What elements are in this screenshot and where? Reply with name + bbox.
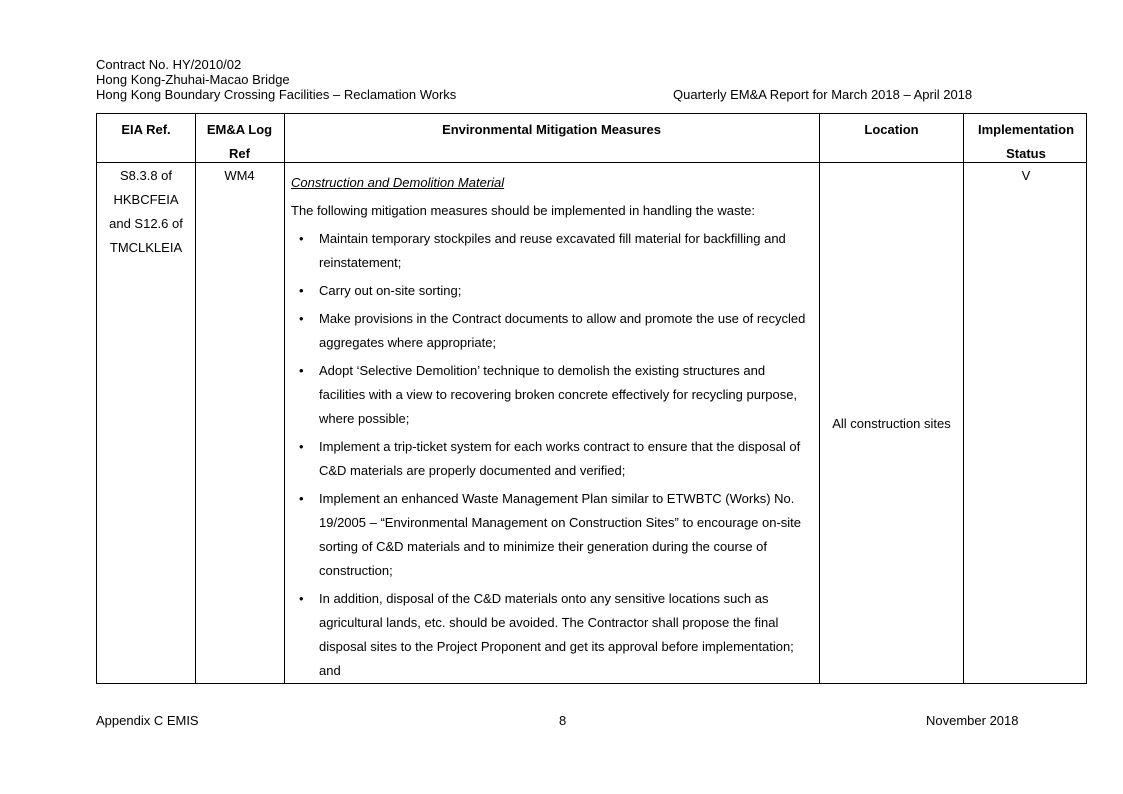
document-header <box>96 57 456 102</box>
implementation-status-cell: V <box>1021 168 1031 183</box>
eia-ref-line: and S12.6 of <box>109 216 183 231</box>
measures-intro: The following mitigation measures should be implemented in handling the waste: <box>291 203 755 218</box>
footer-appendix: Appendix C EMIS <box>96 713 199 728</box>
eia-ref-line: S8.3.8 of <box>119 168 173 183</box>
measures-list <box>291 227 811 683</box>
header-measures: Environmental Mitigation Measures <box>442 122 661 137</box>
list-item: • Maintain temporary stockpiles and reuse excavated fill material for backfilling and reinstatement; <box>319 227 811 275</box>
header-ema-log-ref <box>195 118 284 166</box>
header-location: Location <box>864 122 919 137</box>
works-name: Hong Kong Boundary Crossing Facilities – Reclamation Works <box>96 87 457 102</box>
location-cell: All construction sites <box>832 416 951 431</box>
eia-ref-cell <box>97 164 195 260</box>
list-item: • Adopt ‘Selective Demolition’ technique to demolish the existing structures and facilities with a view to recovering broken concrete effectively for recycling purpose, where possible; <box>319 359 811 431</box>
column-divider <box>195 114 196 683</box>
list-item: • Implement a trip-ticket system for each works contract to ensure that the disposal of C&D materials are properly documented and verified; <box>319 435 811 483</box>
header-implementation-status <box>964 118 1088 166</box>
project-name: Hong Kong-Zhuhai-Macao Bridge <box>96 72 290 87</box>
eia-ref-line: TMCLKLEIA <box>109 240 183 255</box>
contract-number: Contract No. HY/2010/02 <box>96 57 242 72</box>
header-status-line2: Status <box>1006 146 1046 161</box>
header-ema-log-ref-line2: Ref <box>229 146 250 161</box>
list-item: • In addition, disposal of the C&D materials onto any sensitive locations such as agricultural lands, etc. should be avoided. The Contractor shall propose the final disposal sites to the Project Proponent and get its approval before implementation; and <box>319 587 811 683</box>
page-number: 8 <box>559 713 567 728</box>
measures-title: Construction and Demolition Material <box>291 175 505 190</box>
mitigation-table <box>96 113 1087 684</box>
list-item: • Carry out on-site sorting; <box>319 279 811 303</box>
header-eia-ref: EIA Ref. <box>121 122 171 137</box>
list-item: • Implement an enhanced Waste Management Plan similar to ETWBTC (Works) No. 19/2005 – “Environmental Management on Construction Sites” to encourage on-site sorting of C&D materials and to minimize their generation during the course of construction; <box>319 487 811 583</box>
column-divider <box>963 114 964 683</box>
footer-date: November 2018 <box>926 713 1019 728</box>
ema-log-ref-cell: WM4 <box>224 168 255 183</box>
report-title: Quarterly EM&A Report for March 2018 – April 2018 <box>673 87 973 102</box>
header-ema-log-ref-line1: EM&A Log <box>206 122 273 137</box>
measures-cell <box>291 171 811 687</box>
column-divider <box>284 114 285 683</box>
list-item: • Make provisions in the Contract documents to allow and promote the use of recycled aggregates where appropriate; <box>319 307 811 355</box>
header-status-line1: Implementation <box>977 122 1075 137</box>
eia-ref-line: HKBCFEIA <box>113 192 179 207</box>
column-divider <box>819 114 820 683</box>
